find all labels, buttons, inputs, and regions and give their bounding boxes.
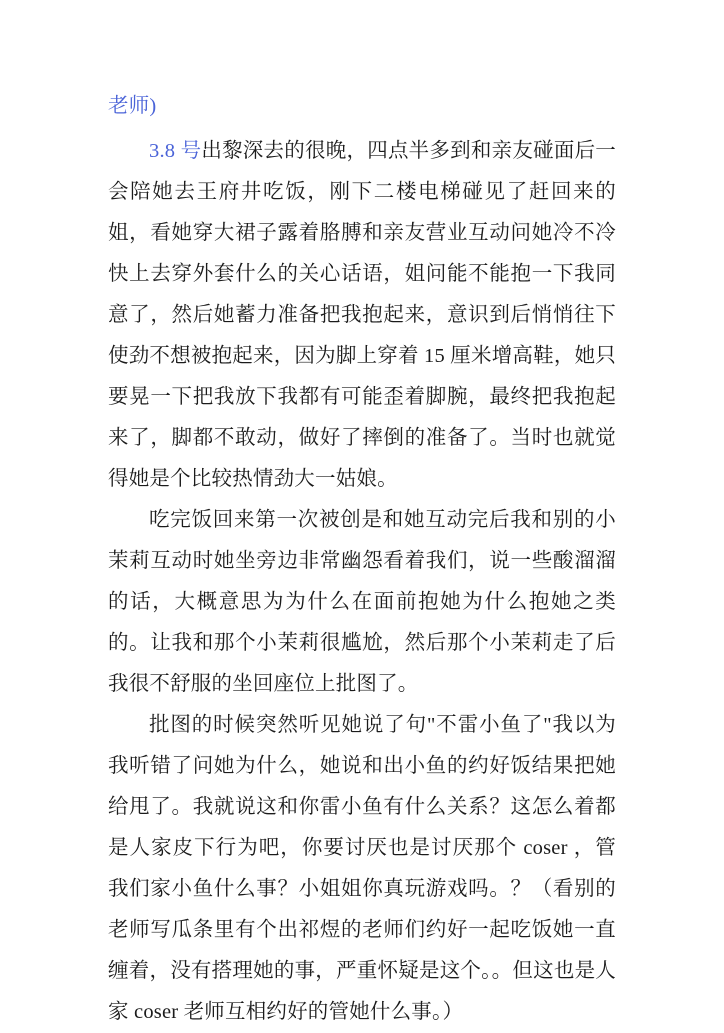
paragraph-1 bbox=[108, 131, 616, 500]
paragraph-3: 批图的时候突然听见她说了句"不雷小鱼了"我以为我听错了问她为什么，她说和出小鱼的约好饭结果把她给甩了。我就说这和你雷小鱼有什么关系？这怎么着都是人家皮下行为吧，你要讨厌也是讨厌那个 coser ，管我们家小鱼什么事？小姐姐你真玩游戏吗。？（看别的老师写瓜条里有个出祁煜的老师们约好一起吃饭她一直缠着，没有搭理她的事，严重怀疑是这个。。但这也是人家 coser 老师互相约好的管她什么事。） bbox=[108, 714, 616, 1023]
lead-note: 老师) bbox=[108, 95, 157, 117]
date-mark: 3.8 号 bbox=[149, 140, 202, 162]
paragraph-1-text: 出黎深去的很晚，四点半多到和亲友碰面后一会陪她去王府井吃饭，刚下二楼电梯碰见了赶回来的姐，看她穿大裙子露着胳膊和亲友营业互动问她冷不冷快上去穿外套什么的关心话语，姐问能不能抱一下我同意了，然后她蓄力准备把我抱起来，意识到后悄悄往下使劲不想被抱起来，因为脚上穿着 15 厘米增高鞋，她只要晃一下把我放下我都有可能歪着脚腕，最终把我抱起来了，脚都不敢动，做好了摔倒的准备了。当时也就觉得她是个比较热情劲大一姑娘。 bbox=[108, 140, 617, 490]
paragraph-2: 吃完饭回来第一次被创是和她互动完后我和别的小茉莉互动时她坐旁边非常幽怨看着我们，说一些酸溜溜的话，大概意思为为什么在面前抱她为什么抱她之类的。让我和那个小茉莉很尴尬，然后那个小茉莉走了后我很不舒服的坐回座位上批图了。 bbox=[108, 509, 616, 695]
document-body bbox=[108, 86, 616, 1033]
